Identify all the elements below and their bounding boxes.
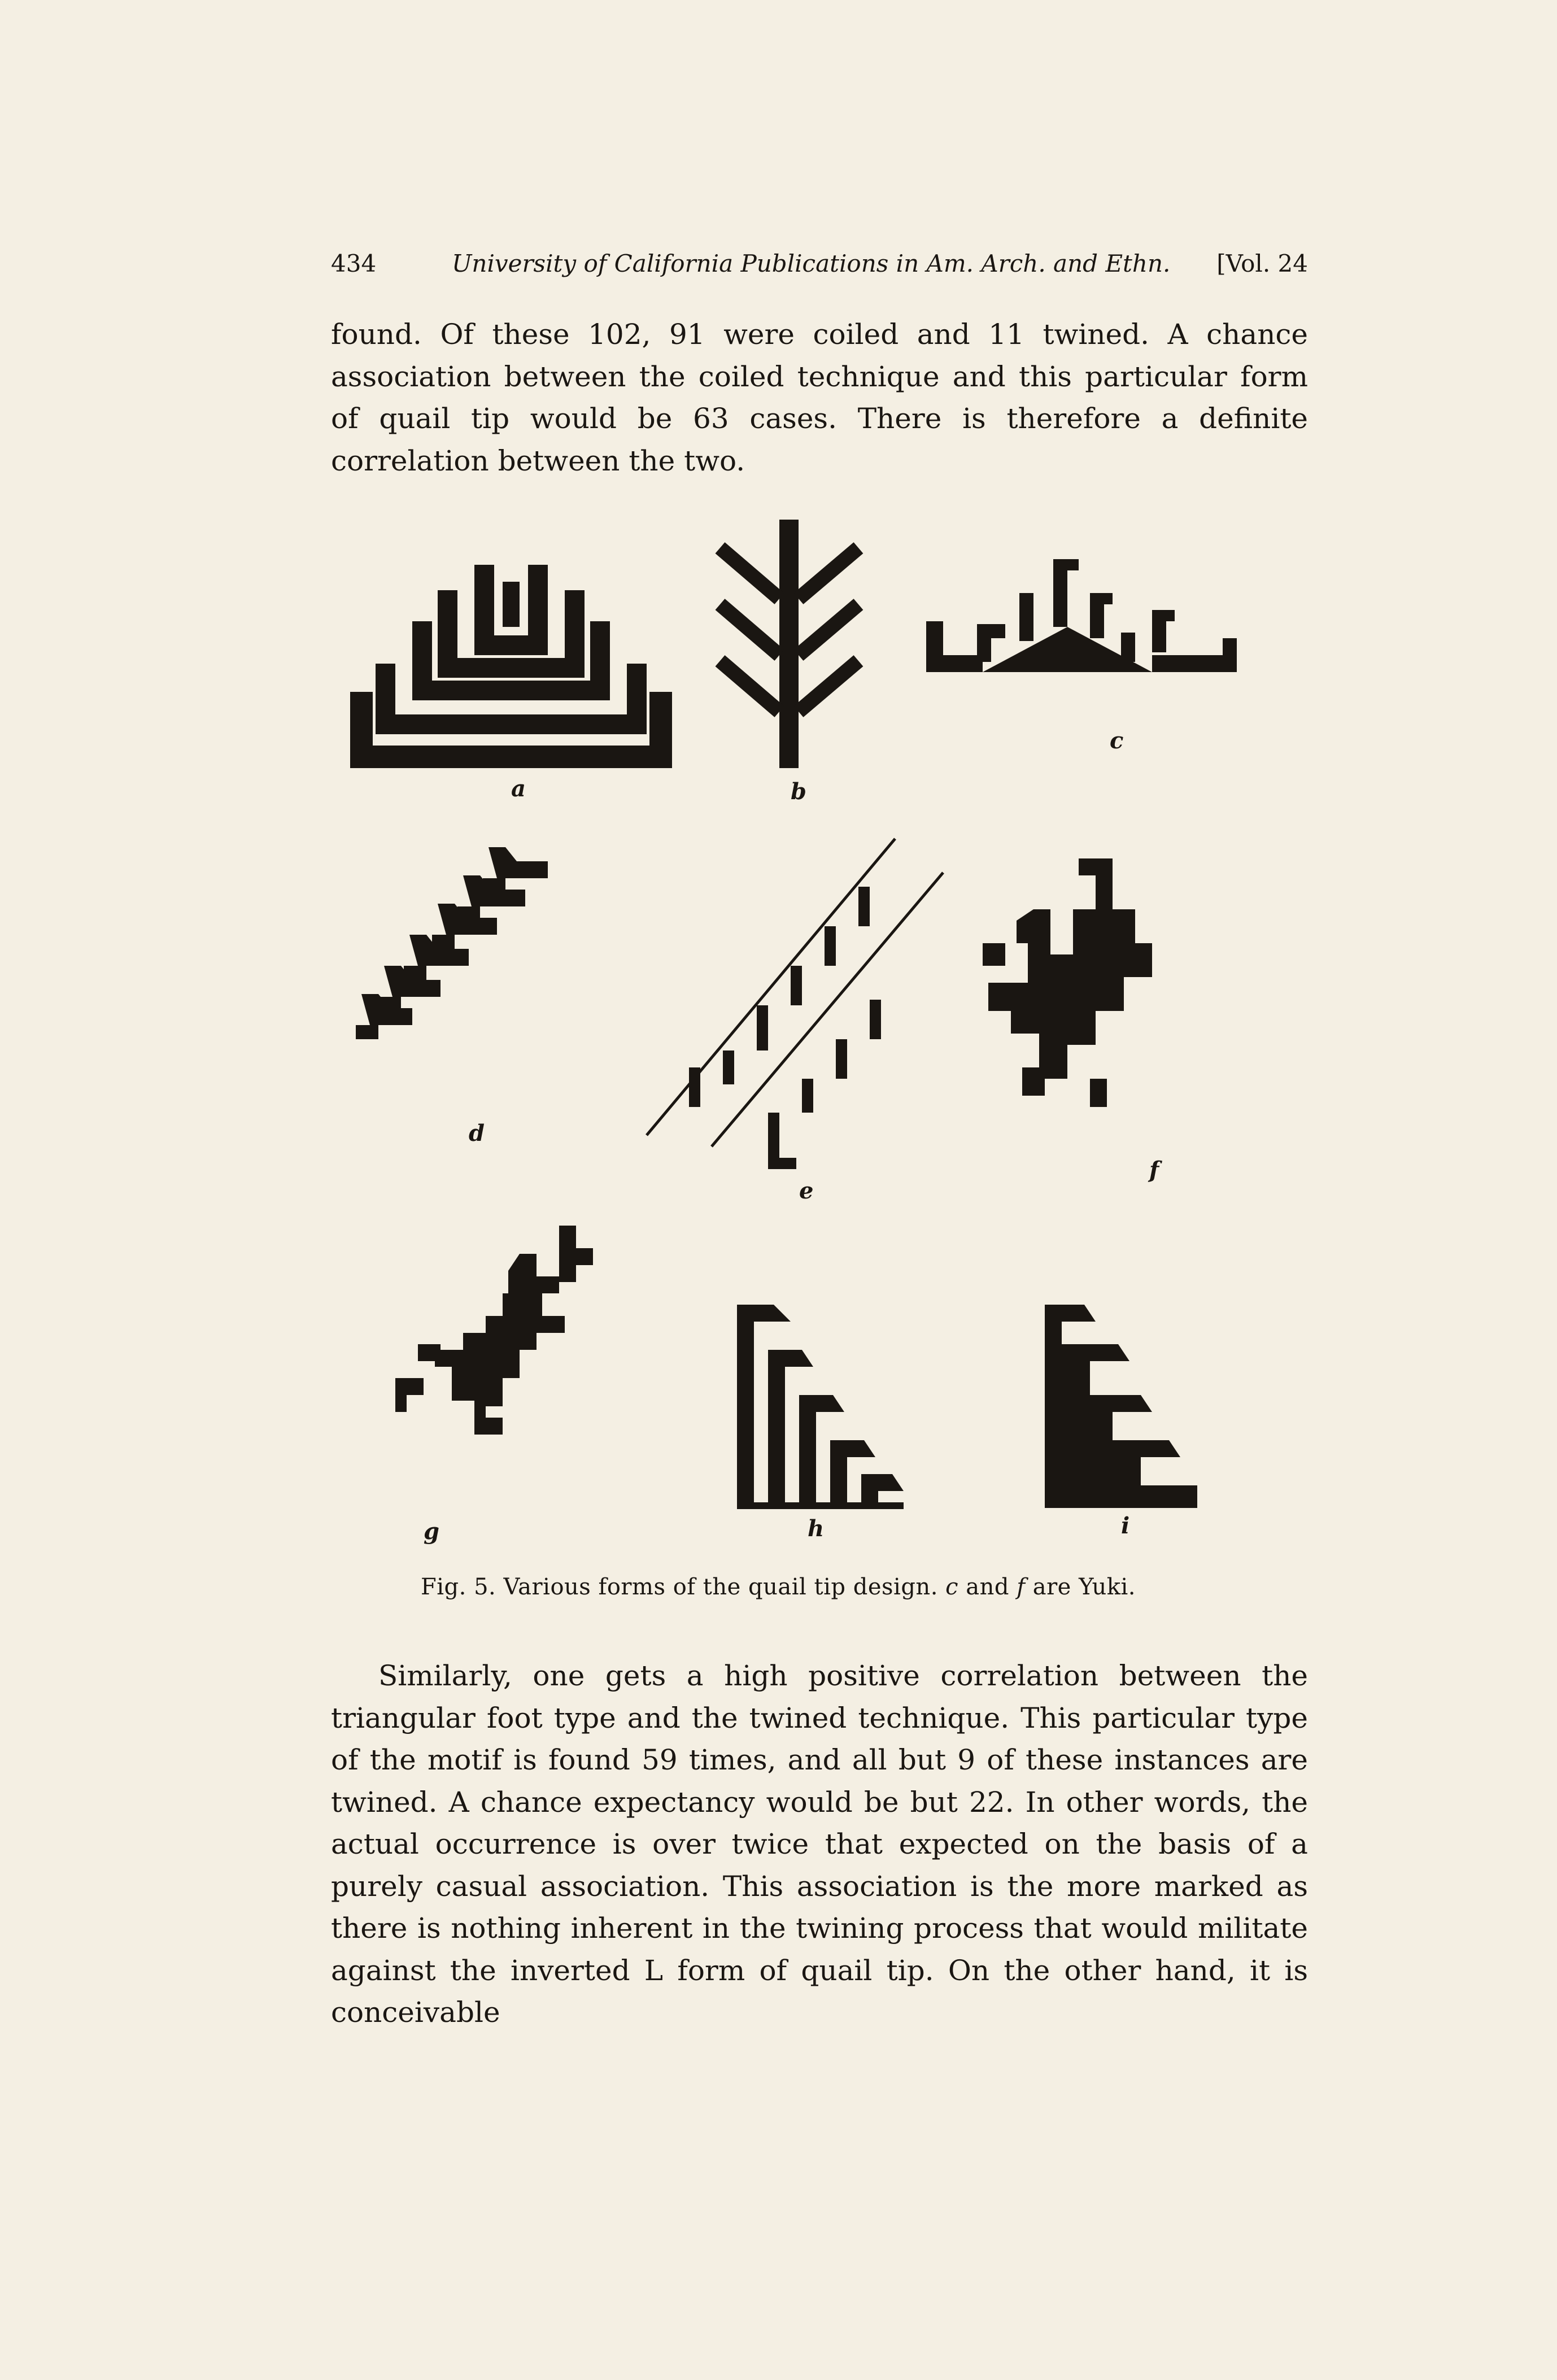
design-b [720, 520, 858, 768]
label-e: e [799, 1178, 814, 1204]
design-i [1045, 1305, 1197, 1508]
caption-tail: are Yuki. [1025, 1574, 1136, 1600]
volume-label: [Vol. 24 [1216, 250, 1308, 277]
figure-caption [421, 1574, 1136, 1600]
paragraph-bottom: Similarly, one gets a high positive correlation between the triangular foot type and the twined technique. This particular type of the motif is found 59 times, and all but 9 of these instances are twined. A chance expectancy would be but 22. In other words, the actual occurrence is over twice that expected on the basis of a purely casual association. This association is the more marked as there is nothing inherent in the twining process that would militate against the inverted L form of quail tip. On the other hand, it is conceivable [331, 1659, 1308, 2029]
design-h [737, 1305, 904, 1509]
running-title: University of California Publications in Am. Arch. and Ethn. [452, 250, 1171, 277]
label-d: d [469, 1120, 485, 1147]
design-e [647, 839, 943, 1169]
figure-quail-tip-designs [339, 514, 1299, 1553]
figure-drawings [339, 514, 1299, 1553]
label-b: b [791, 778, 806, 805]
caption-and: and [958, 1574, 1017, 1600]
design-a [350, 565, 672, 768]
design-c [926, 559, 1237, 672]
label-a: a [511, 775, 526, 802]
label-i: i [1121, 1512, 1130, 1539]
running-header [331, 250, 1308, 281]
paragraph-top: found. Of these 102, 91 were coiled and 11 twined. A chance association between the coiled technique and this particular form of quail tip would be 63 cases. There is therefore a definite correlation between the two. [331, 318, 1308, 477]
page-number: 434 [331, 250, 377, 277]
caption-f: f [1017, 1574, 1026, 1600]
label-c: c [1110, 727, 1124, 754]
label-h: h [808, 1515, 825, 1542]
design-d [356, 847, 548, 1039]
label-g: g [424, 1518, 439, 1545]
caption-lead: Fig. 5. Various forms of the quail tip design. [421, 1574, 946, 1600]
design-g [395, 1226, 593, 1435]
design-f [983, 858, 1152, 1107]
label-f: f [1149, 1157, 1159, 1183]
caption-c: c [945, 1574, 959, 1600]
